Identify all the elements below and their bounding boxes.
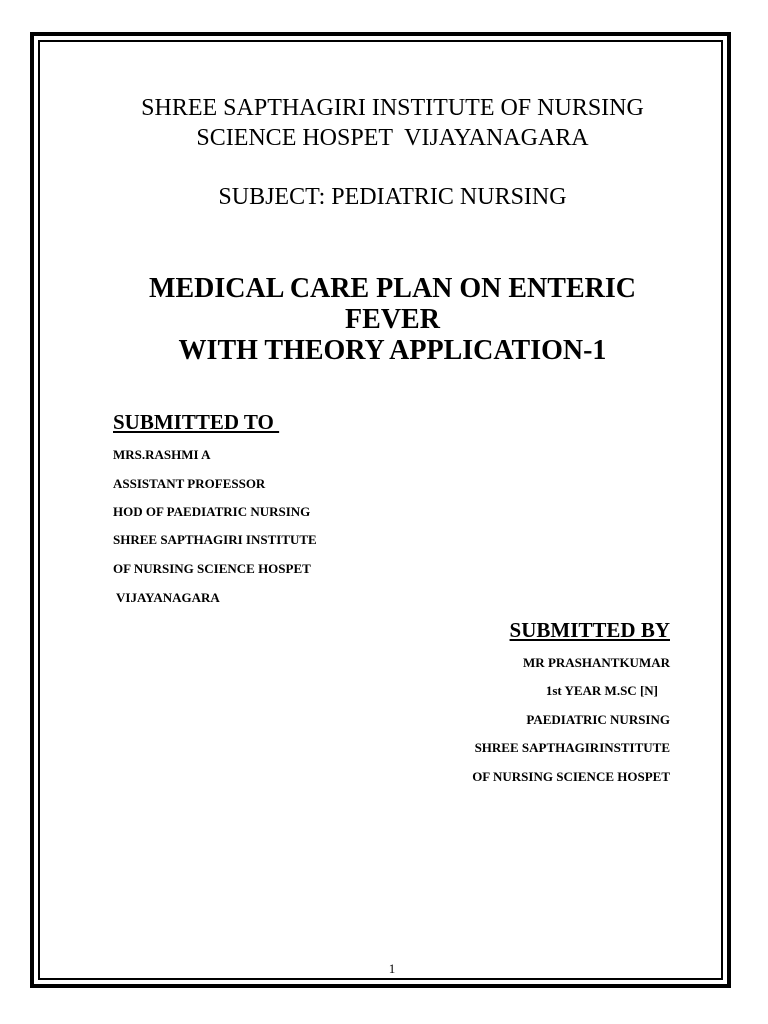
submitted-by-line: MR PRASHANTKUMAR [523, 655, 670, 670]
submitted-by-line: PAEDIATRIC NURSING [526, 712, 670, 727]
page-number: 1 [388, 961, 396, 976]
submitted-to-line: MRS.RASHMI A [113, 447, 211, 462]
submitted-by-line: SHREE SAPTHAGIRINSTITUTE [474, 740, 670, 755]
title-line-2: FEVER [345, 304, 440, 335]
institute-line-1: SHREE SAPTHAGIRI INSTITUTE OF NURSING [141, 95, 644, 121]
institute-name [40, 93, 745, 153]
title-line-1: MEDICAL CARE PLAN ON ENTERIC [149, 273, 636, 304]
submitted-by-line: 1st YEAR M.SC [N] [545, 683, 658, 698]
submitted-to-line: ASSISTANT PROFESSOR [113, 476, 266, 491]
title-line-3: WITH THEORY APPLICATION-1 [178, 335, 607, 366]
document-title [40, 273, 745, 366]
submitted-to-line: SHREE SAPTHAGIRI INSTITUTE [113, 532, 317, 547]
submitted-to-line: OF NURSING SCIENCE HOSPET [113, 561, 311, 576]
submitted-by-line: OF NURSING SCIENCE HOSPET [472, 769, 670, 784]
subject-line: SUBJECT: PEDIATRIC NURSING [218, 184, 567, 210]
submitted-by-heading: SUBMITTED BY [509, 618, 670, 642]
institute-line-2: SCIENCE HOSPET VIJAYANAGARA [196, 125, 589, 151]
submitted-to-heading: SUBMITTED TO [113, 410, 280, 434]
submitted-to-line: VIJAYANAGARA [113, 590, 220, 605]
submitted-to-line: HOD OF PAEDIATRIC NURSING [113, 504, 311, 519]
